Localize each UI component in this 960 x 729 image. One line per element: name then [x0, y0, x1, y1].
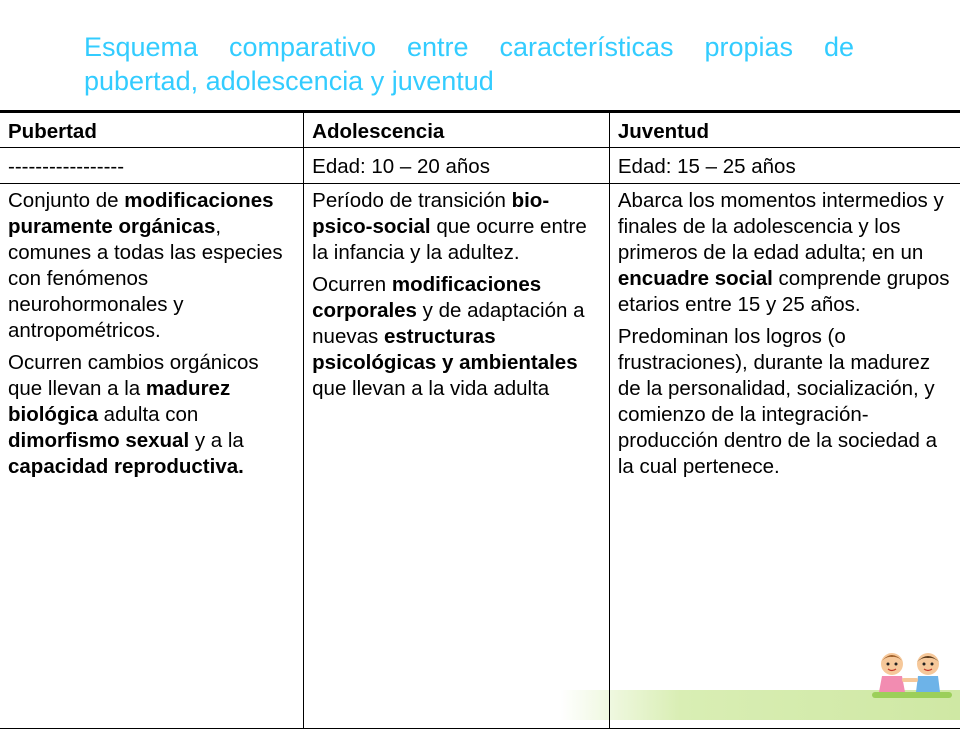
bold-text: madurez biológica: [8, 377, 231, 426]
age-juventud: Edad: 15 – 25 años: [609, 148, 960, 184]
age-row: [0, 148, 960, 184]
bold-text: encuadre social: [617, 267, 773, 290]
text-run: que ocurre entre la infancia y la adultez.: [312, 215, 587, 264]
text-run: y de adaptación a nuevas: [312, 299, 585, 348]
header-adolescencia: Adolescencia: [304, 112, 610, 148]
text-run: y a la: [189, 429, 244, 452]
title-line-1: Esquema comparativo entre características propias de: [84, 32, 854, 62]
juventud-paragraph-1: [618, 188, 956, 318]
text-run: que llevan a la vida adulta: [312, 377, 550, 400]
text-run: Conjunto de: [8, 189, 125, 212]
bold-text: modificaciones puramente orgánicas: [8, 189, 274, 238]
header-row: [0, 112, 960, 148]
title-line-2: pubertad, adolescencia y juventud: [84, 66, 494, 96]
bold-text: bio-psico-social: [312, 189, 550, 238]
header-juventud: Juventud: [609, 112, 960, 148]
text-run: Ocurren cambios orgánicos que llevan a la: [8, 351, 259, 400]
page-title: [84, 30, 854, 98]
bold-text: capacidad reproductiva.: [8, 455, 244, 478]
text-run: comprende grupos etarios entre 15 y 25 años.: [617, 267, 950, 316]
children-clipart-icon: [872, 652, 952, 702]
comparison-table: [0, 110, 960, 729]
description-row: [0, 184, 960, 729]
bold-text: modificaciones corporales: [312, 273, 542, 322]
age-adolescencia: Edad: 10 – 20 años: [304, 148, 610, 184]
header-pubertad: Pubertad: [0, 112, 304, 148]
bold-text: dimorfismo sexual: [8, 429, 190, 452]
text-run: , comunes a todas las especies con fenómenos neurohormonales y antropométricos.: [8, 215, 283, 342]
adolescencia-paragraph-1: [312, 188, 603, 266]
text-run: Ocurren: [312, 273, 392, 296]
cell-adolescencia: [304, 184, 610, 729]
cell-juventud: [609, 184, 960, 729]
pubertad-paragraph-1: [8, 188, 297, 344]
cell-pubertad: [0, 184, 304, 729]
adolescencia-paragraph-2: [312, 272, 603, 402]
text-run: Predominan los logros (o frustraciones), durante la madurez de la personalidad, socialización, y comienzo de la integración-producción dentro de la sociedad a la cual pertenece.: [617, 325, 937, 478]
juventud-paragraph-2: [618, 324, 956, 480]
pubertad-paragraph-2: [8, 350, 297, 480]
age-pubertad: -----------------: [0, 148, 304, 184]
text-run: Período de transición: [312, 189, 512, 212]
text-run: adulta con: [97, 403, 199, 426]
bold-text: estructuras psicológicas y ambientales: [312, 325, 578, 374]
text-run: Abarca los momentos intermedios y finales de la adolescencia y los primeros de la edad adulta; en un: [617, 189, 944, 264]
